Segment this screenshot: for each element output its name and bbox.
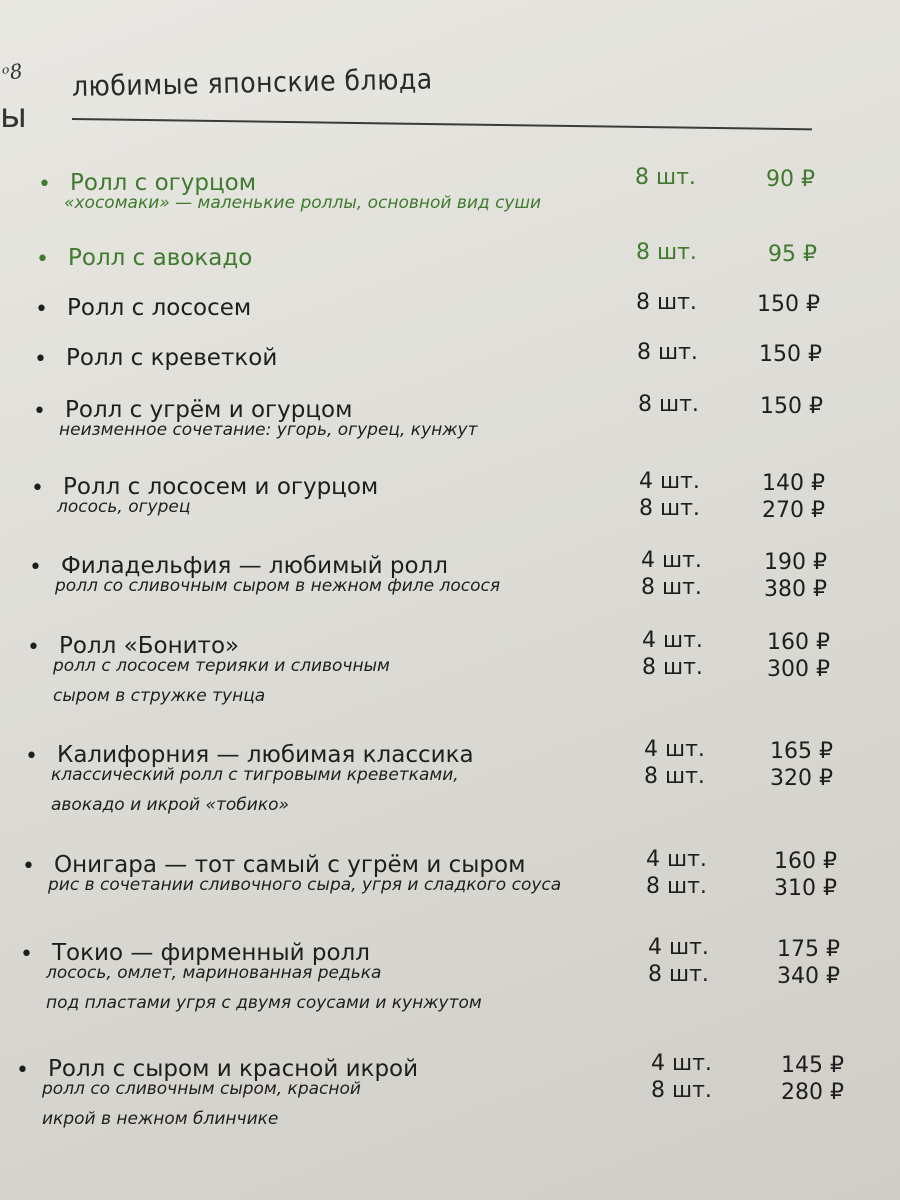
portion-price: 380 ₽ bbox=[764, 577, 827, 602]
menu-item-name: Калифорния — любимая классика bbox=[57, 742, 474, 768]
menu-item-description: под пластами угря с двумя соусами и кунжутом bbox=[46, 993, 482, 1013]
portion-price: 140 ₽ bbox=[762, 471, 825, 496]
menu-item-description: ролл со сливочным сыром в нежном филе лосося bbox=[55, 576, 501, 596]
bullet-dot: • bbox=[34, 347, 47, 372]
menu-item-name: Ролл «Бонито» bbox=[59, 633, 240, 659]
menu-item-name: Филадельфия — любимый ролл bbox=[61, 553, 448, 579]
bullet-dot: • bbox=[33, 399, 46, 424]
bullet-dot: • bbox=[27, 635, 40, 660]
portion-quantity: 4 шт. bbox=[644, 737, 705, 762]
bullet-dot: • bbox=[36, 247, 49, 272]
menu-item-name: Ролл с сыром и красной икрой bbox=[48, 1056, 419, 1082]
portion-price: 150 ₽ bbox=[760, 394, 823, 419]
portion-quantity: 4 шт. bbox=[642, 628, 703, 653]
portion-quantity: 4 шт. bbox=[641, 548, 702, 573]
portion-price: 95 ₽ bbox=[768, 242, 817, 267]
bullet-dot: • bbox=[20, 942, 33, 967]
portion-quantity: 8 шт. bbox=[648, 962, 709, 987]
menu-item-name: Ролл с огурцом bbox=[70, 170, 257, 196]
portion-price: 150 ₽ bbox=[757, 292, 820, 317]
portion-price: 280 ₽ bbox=[781, 1080, 844, 1105]
menu-item-name: Ролл с авокадо bbox=[68, 245, 253, 271]
menu-item-name: Токио — фирменный ролл bbox=[52, 940, 370, 966]
portion-quantity: 8 шт. bbox=[637, 340, 698, 365]
menu-item-description: лосось, омлет, маринованная редька bbox=[46, 963, 382, 983]
portion-price: 300 ₽ bbox=[767, 657, 830, 682]
portion-price: 160 ₽ bbox=[774, 849, 837, 874]
bullet-dot: • bbox=[22, 854, 35, 879]
portion-price: 310 ₽ bbox=[774, 876, 837, 901]
menu-item-description: «хосомаки» — маленькие роллы, основной вид суши bbox=[64, 193, 542, 213]
corner-handwritten-mark: ᵒ8 bbox=[0, 58, 25, 86]
section-heading: любимые японские блюда bbox=[71, 62, 434, 103]
menu-item-name: Ролл с лососем и огурцом bbox=[63, 474, 379, 500]
bullet-dot: • bbox=[29, 555, 42, 580]
portion-quantity: 8 шт. bbox=[638, 392, 699, 417]
portion-quantity: 8 шт. bbox=[641, 575, 702, 600]
portion-price: 145 ₽ bbox=[781, 1053, 844, 1078]
menu-item-name: Ролл с креветкой bbox=[66, 345, 278, 371]
portion-quantity: 8 шт. bbox=[646, 874, 707, 899]
portion-quantity: 8 шт. bbox=[639, 496, 700, 521]
menu-item-description: ролл со сливочным сыром, красной bbox=[42, 1079, 361, 1099]
portion-price: 270 ₽ bbox=[762, 498, 825, 523]
bullet-dot: • bbox=[25, 744, 38, 769]
portion-quantity: 8 шт. bbox=[644, 764, 705, 789]
menu-item-description: сыром в стружке тунца bbox=[53, 686, 266, 706]
menu-item-description: ролл с лососем терияки и сливочным bbox=[53, 656, 390, 676]
portion-price: 90 ₽ bbox=[766, 167, 815, 192]
portion-quantity: 4 шт. bbox=[648, 935, 709, 960]
bullet-dot: • bbox=[35, 297, 48, 322]
portion-price: 165 ₽ bbox=[770, 739, 833, 764]
portion-quantity: 8 шт. bbox=[636, 240, 697, 265]
portion-price: 340 ₽ bbox=[777, 964, 840, 989]
portion-quantity: 4 шт. bbox=[646, 847, 707, 872]
edge-cut-letter: ы bbox=[0, 96, 27, 136]
bullet-dot: • bbox=[38, 172, 51, 197]
menu-item-name: Онигара — тот самый с угрём и сыром bbox=[54, 852, 526, 878]
menu-item-description: классический ролл с тигровыми креветками, bbox=[51, 765, 459, 785]
portion-quantity: 4 шт. bbox=[639, 469, 700, 494]
portion-price: 175 ₽ bbox=[777, 937, 840, 962]
portion-quantity: 8 шт. bbox=[636, 290, 697, 315]
menu-item-name: Ролл с угрём и огурцом bbox=[65, 397, 353, 423]
menu-item-description: рис в сочетании сливочного сыра, угря и сладкого соуса bbox=[48, 875, 562, 895]
portion-price: 160 ₽ bbox=[767, 630, 830, 655]
heading-divider bbox=[72, 118, 812, 130]
portion-quantity: 4 шт. bbox=[651, 1051, 712, 1076]
menu-item-name: Ролл с лососем bbox=[67, 295, 252, 321]
menu-item-description: неизменное сочетание: угорь, огурец, кунжут bbox=[59, 420, 478, 440]
portion-quantity: 8 шт. bbox=[642, 655, 703, 680]
portion-price: 320 ₽ bbox=[770, 766, 833, 791]
portion-quantity: 8 шт. bbox=[651, 1078, 712, 1103]
portion-quantity: 8 шт. bbox=[635, 165, 696, 190]
bullet-dot: • bbox=[31, 476, 44, 501]
portion-price: 190 ₽ bbox=[764, 550, 827, 575]
portion-price: 150 ₽ bbox=[759, 342, 822, 367]
menu-item-description: авокадо и икрой «тобико» bbox=[51, 795, 289, 815]
menu-item-description: лосось, огурец bbox=[57, 497, 191, 517]
bullet-dot: • bbox=[16, 1058, 29, 1083]
menu-item-description: икрой в нежном блинчике bbox=[42, 1109, 279, 1129]
